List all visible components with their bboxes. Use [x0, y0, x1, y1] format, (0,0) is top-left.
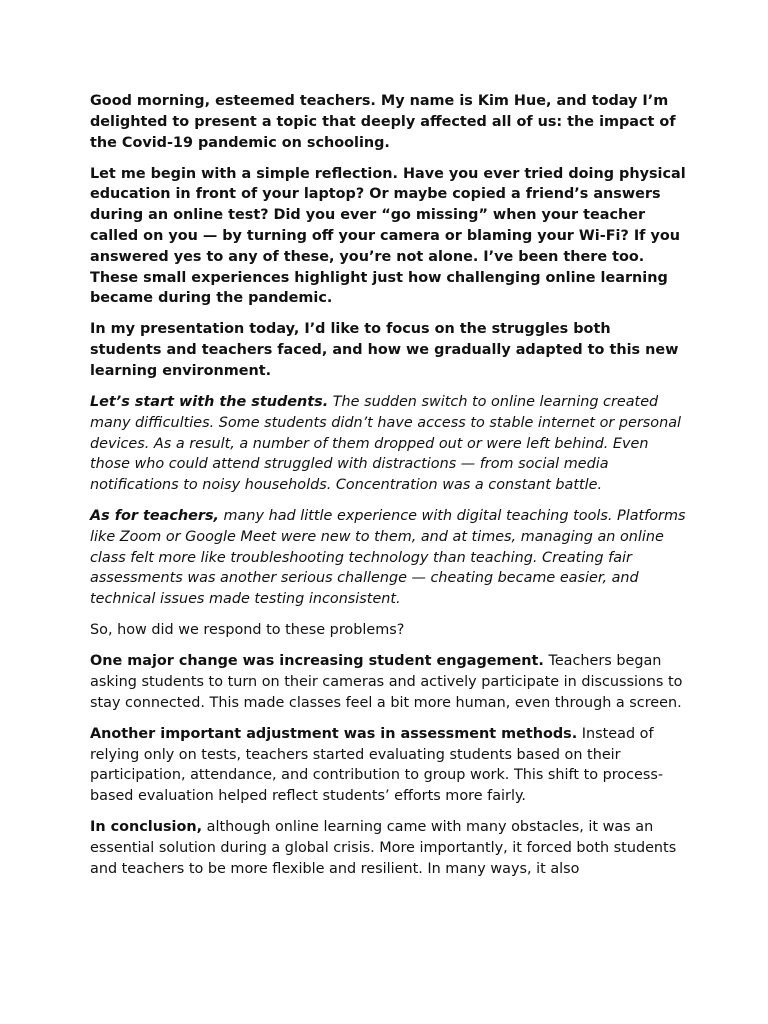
paragraph-text: although online learning came with many obstacles, it was an essential solution during a global crisis. More importantly, it forced both students and teachers to be more flexible and resilient. In many ways, it also [90, 819, 677, 877]
paragraph-teachers [90, 506, 686, 610]
paragraph-text: Good morning, esteemed teachers. My name is Kim Hue, and today I’m delighted to present a topic that deeply affected all of us: the impact of the Covid-19 pandemic on schooling. [90, 93, 676, 151]
document-body [90, 91, 686, 890]
paragraph-text: In my presentation today, I’d like to focus on the struggles both students and teachers faced, and how we gradually adapted to this new learning environment. [90, 321, 679, 379]
paragraph-conclusion [90, 817, 686, 879]
paragraph-engagement [90, 651, 686, 713]
paragraph-assessment [90, 724, 686, 807]
paragraph-text: The sudden switch to online learning created many difficulties. Some students didn’t have access to stable internet or personal devices. As a result, a number of them dropped out or were left behind. Even those who could attend struggled with distractions — from social media notifications to noisy households. Concentration was a constant battle. [90, 393, 682, 494]
paragraph-lead: One major change was increasing student engagement. [90, 653, 544, 670]
paragraph-reflection [90, 164, 686, 310]
paragraph-text: Instead of relying only on tests, teachers started evaluating students based on their participation, attendance, and contribution to group work. This shift to process-based evaluation helped reflect students’ efforts more fairly. [90, 725, 664, 805]
paragraph-text: many had little experience with digital teaching tools. Platforms like Zoom or Google Meet were new to them, and at times, managing an online class felt more like troubleshooting technology than teaching. Creating fair assessments was another serious challenge — cheating became easier, and technical issues made testing inconsistent. [90, 508, 686, 608]
paragraph-text: Teachers began asking students to turn on their cameras and actively participate in discussions to stay connected. This made classes feel a bit more human, even through a screen. [90, 653, 683, 711]
paragraph-lead: Another important adjustment was in assessment methods. [90, 725, 578, 742]
paragraph-text: Let me begin with a simple reflection. Have you ever tried doing physical education in front of your laptop? Or maybe copied a friend’s answers during an online test? Did you ever “go missing” when your teacher called on you — by turning off your camera or blaming your Wi-Fi? If you answered yes to any of these, you’re not alone. I’ve been there too. These small experiences highlight just how challenging online learning became during the pandemic. [90, 165, 686, 307]
paragraph-question [90, 620, 686, 641]
paragraph-lead: In conclusion, [90, 819, 203, 836]
paragraph-students [90, 392, 686, 496]
paragraph-text: So, how did we respond to these problems? [90, 622, 405, 639]
paragraph-greeting [90, 91, 686, 153]
paragraph-focus [90, 319, 686, 381]
paragraph-lead: Let’s start with the students. [90, 393, 329, 410]
paragraph-lead: As for teachers, [90, 508, 219, 525]
